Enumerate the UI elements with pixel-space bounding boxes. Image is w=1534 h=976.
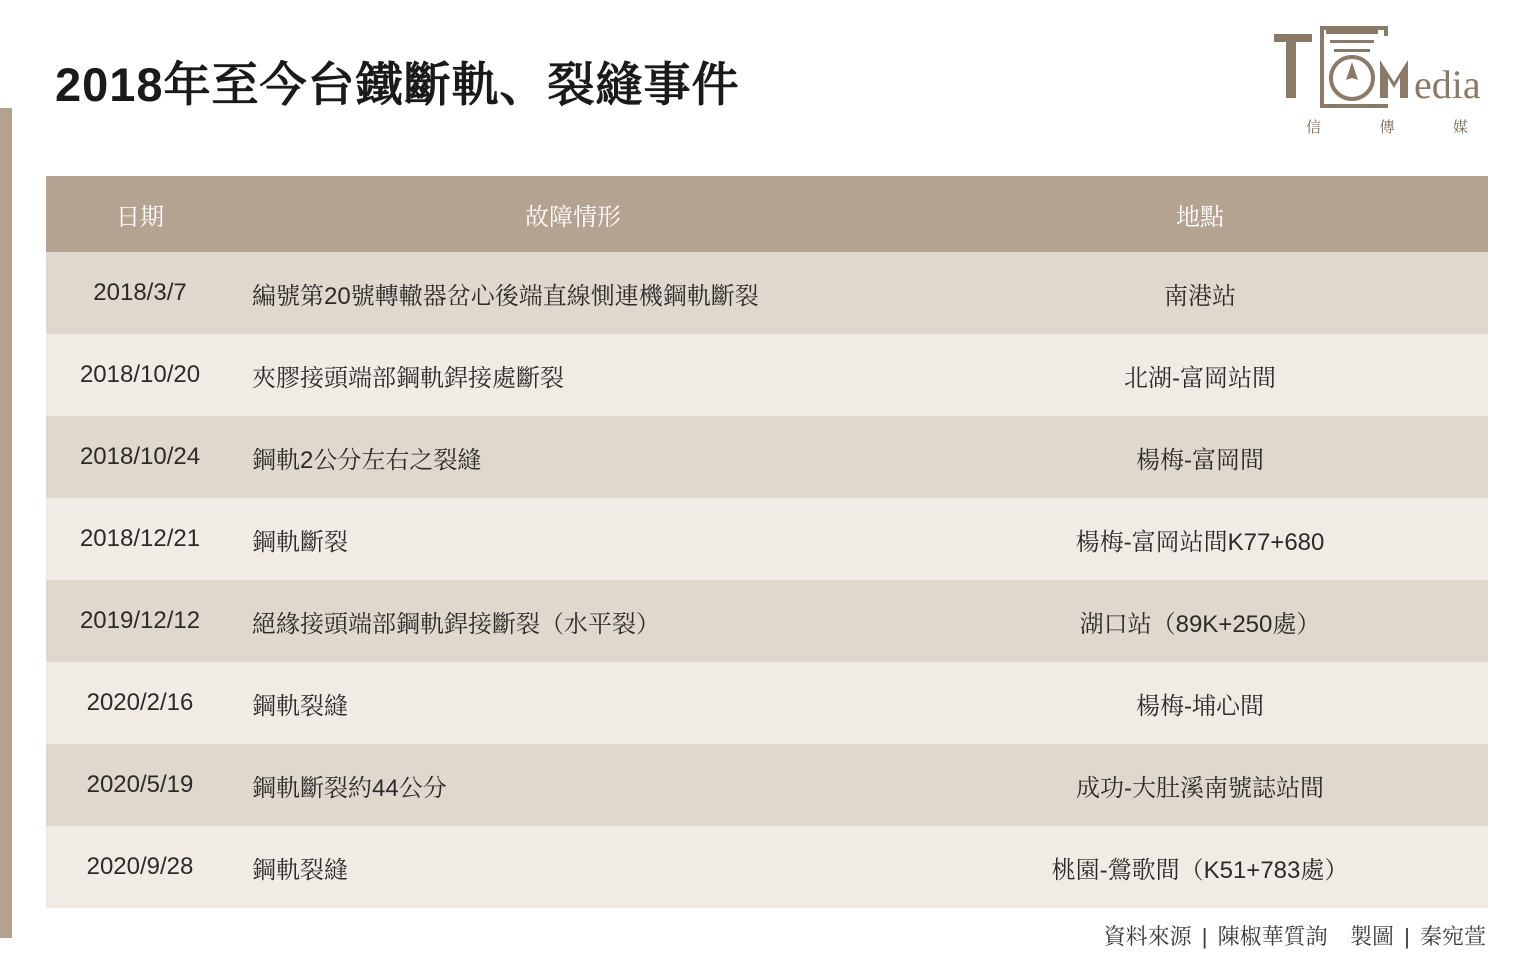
logo-sub-char-3: 媒 bbox=[1452, 119, 1470, 136]
cell-description: 絕緣接頭端部鋼軌銲接斷裂（水平裂） bbox=[234, 580, 912, 662]
cell-location: 湖口站（89K+250處） bbox=[912, 580, 1488, 662]
table-row bbox=[46, 826, 1488, 908]
cell-date: 2020/5/19 bbox=[46, 744, 234, 826]
column-header-date: 日期 bbox=[46, 176, 234, 252]
page-title: 2018年至今台鐵斷軌、裂縫事件 bbox=[55, 58, 740, 111]
table-row bbox=[46, 662, 1488, 744]
cell-description: 編號第20號轉轍器岔心後端直線惻連機鋼軌斷裂 bbox=[234, 252, 912, 334]
logo bbox=[1268, 20, 1498, 145]
table-row bbox=[46, 252, 1488, 334]
logo-sub-char-2: 傳 bbox=[1379, 119, 1397, 136]
svg-text:edia: edia bbox=[1414, 62, 1481, 107]
cell-date: 2018/3/7 bbox=[46, 252, 234, 334]
cell-description: 鋼軌斷裂約44公分 bbox=[234, 744, 912, 826]
table-header-row bbox=[46, 176, 1488, 252]
cell-date: 2018/10/24 bbox=[46, 416, 234, 498]
table-row bbox=[46, 580, 1488, 662]
cell-location: 楊梅-富岡站間K77+680 bbox=[912, 498, 1488, 580]
cell-description: 鋼軌2公分左右之裂縫 bbox=[234, 416, 912, 498]
table-row bbox=[46, 416, 1488, 498]
table-header bbox=[46, 176, 1488, 252]
table-row bbox=[46, 744, 1488, 826]
incident-table bbox=[46, 176, 1488, 908]
source-value: 陳椒華質詢 bbox=[1217, 924, 1328, 949]
logo-sub-char-1: 信 bbox=[1306, 119, 1324, 136]
cell-date: 2018/12/21 bbox=[46, 498, 234, 580]
cell-date: 2018/10/20 bbox=[46, 334, 234, 416]
cell-description: 鋼軌斷裂 bbox=[234, 498, 912, 580]
cell-date: 2020/2/16 bbox=[46, 662, 234, 744]
left-accent-bar bbox=[0, 108, 12, 938]
chart-credit-label: 製圖 bbox=[1350, 924, 1395, 949]
source-label: 資料來源 bbox=[1103, 924, 1192, 949]
cell-location: 成功-大肚溪南號誌站間 bbox=[912, 744, 1488, 826]
table-body bbox=[46, 252, 1488, 908]
logo-mark-icon bbox=[1268, 20, 1498, 110]
cell-location: 北湖-富岡站間 bbox=[912, 334, 1488, 416]
cell-location: 楊梅-埔心間 bbox=[912, 662, 1488, 744]
cell-date: 2020/9/28 bbox=[46, 826, 234, 908]
source-separator-1: | bbox=[1201, 924, 1208, 949]
logo-subtitle bbox=[1278, 116, 1498, 137]
column-header-description: 故障情形 bbox=[234, 176, 912, 252]
cell-location: 桃園-鶯歌間（K51+783處） bbox=[912, 826, 1488, 908]
cell-description: 鋼軌裂縫 bbox=[234, 662, 912, 744]
column-header-location: 地點 bbox=[912, 176, 1488, 252]
table-row bbox=[46, 334, 1488, 416]
source-separator-2: | bbox=[1404, 924, 1410, 949]
cell-description: 鋼軌裂縫 bbox=[234, 826, 912, 908]
cell-description: 夾膠接頭端部鋼軌銲接處斷裂 bbox=[234, 334, 912, 416]
chart-credit-value: 秦宛萱 bbox=[1419, 924, 1486, 949]
cell-location: 南港站 bbox=[912, 252, 1488, 334]
cell-date: 2019/12/12 bbox=[46, 580, 234, 662]
source-footer bbox=[1102, 920, 1488, 951]
cell-location: 楊梅-富岡間 bbox=[912, 416, 1488, 498]
table-row bbox=[46, 498, 1488, 580]
